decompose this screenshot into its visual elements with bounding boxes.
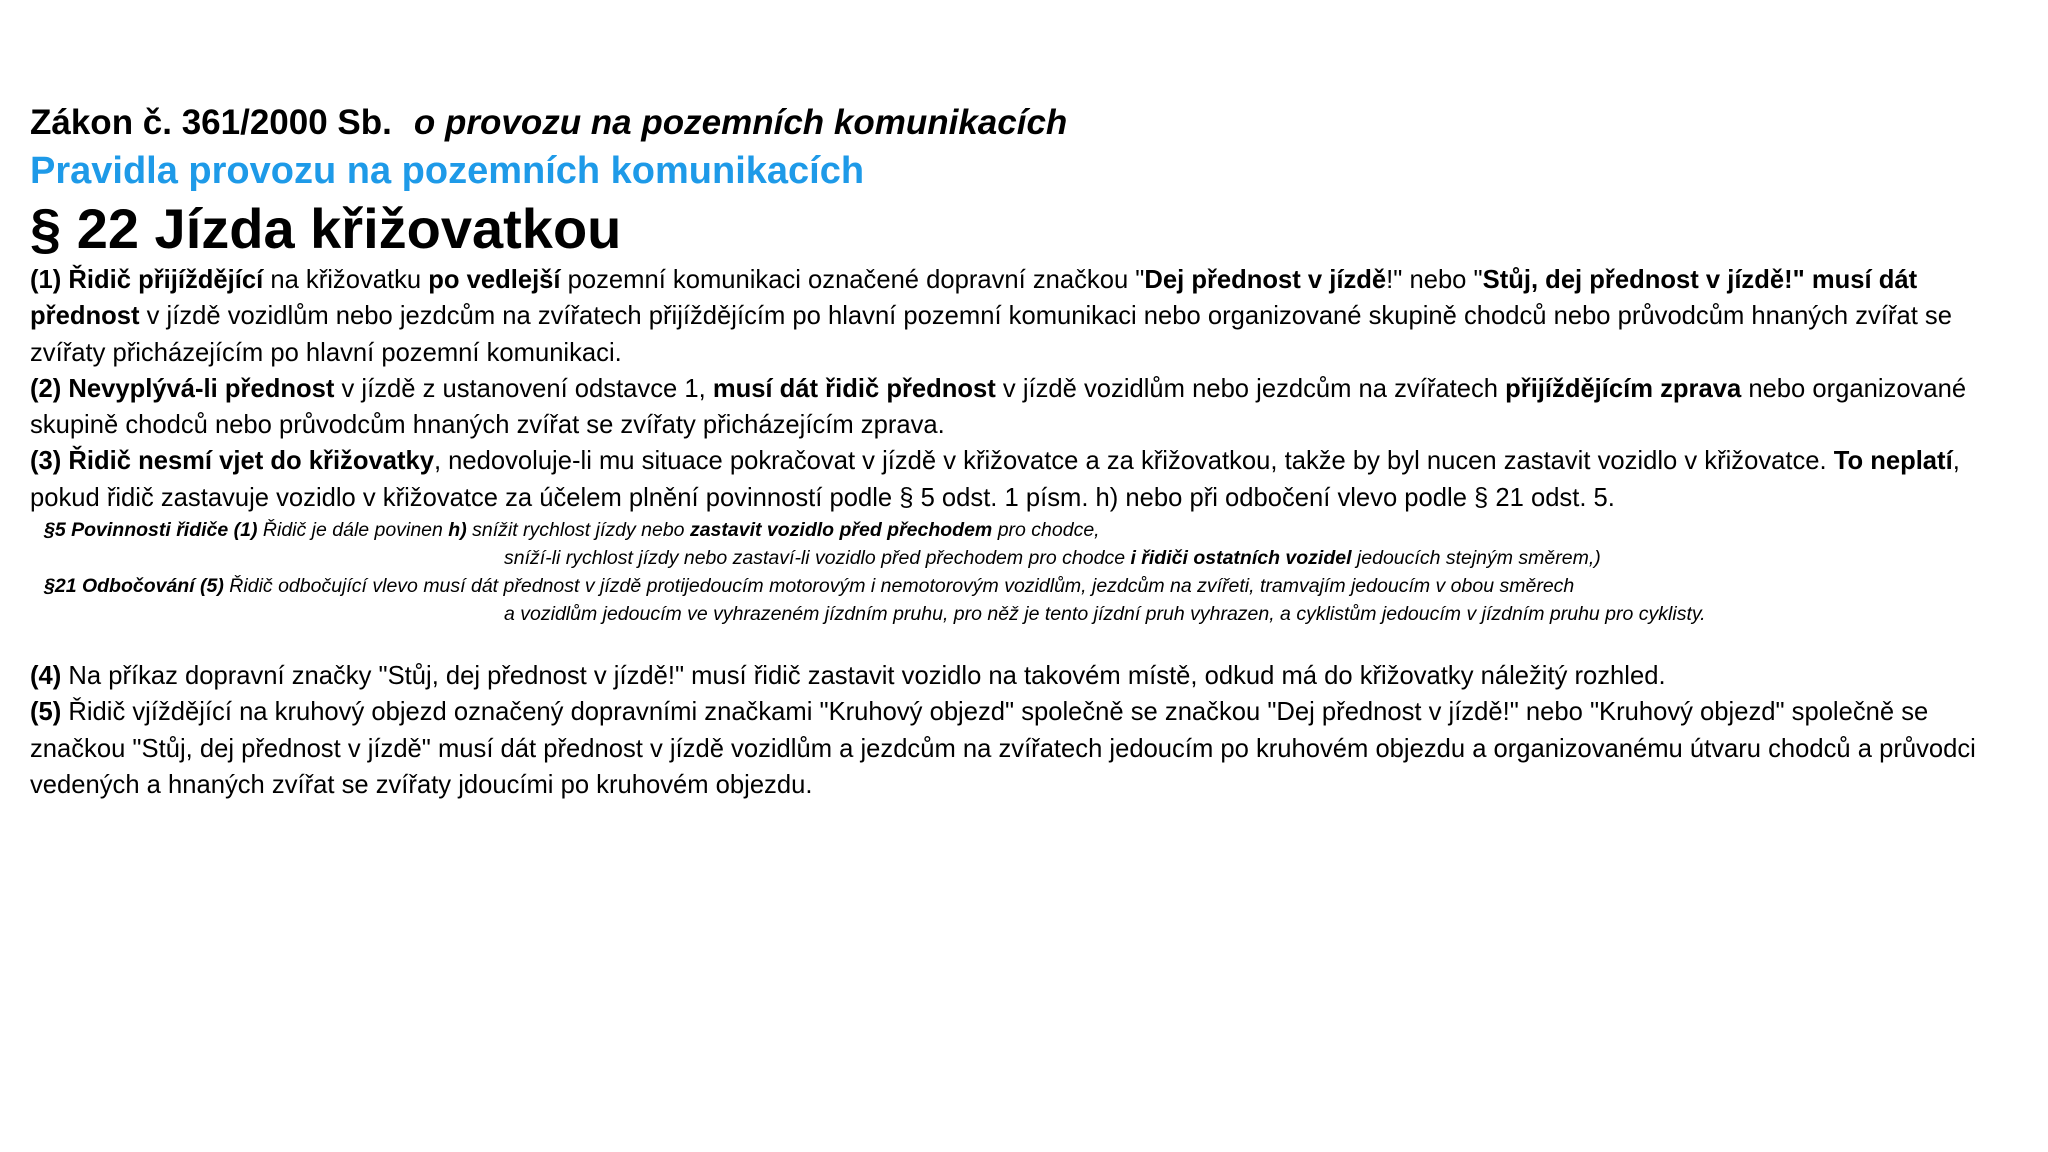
footnote-par5-continuation: sníží-li rychlost jízdy nebo zastaví-li vozidlo před přechodem pro chodce i řidiči ostatních vozidel jedoucích stejným směrem,) — [504, 547, 1601, 570]
paragraph-3: (3) Řidič nesmí vjet do křižovatky, nedovoluje-li mu situace pokračovat v jízdě v křižovatce a za křižovatkou, takže by byl nucen zastavit vozidlo v křižovatce. To neplatí, pokud řidič zastavuje vozidlo v křižovatce za účelem plnění povinností podle § 5 odst. 1 písm. h) nebo při odbočení vlevo podle § 21 odst. 5. — [30, 447, 1960, 512]
law-number: Zákon č. 361/2000 Sb. — [30, 103, 392, 142]
subtitle: Pravidla provozu na pozemních komunikacích — [30, 150, 865, 192]
paragraph-number: (1) — [30, 266, 62, 294]
paragraph-number: (2) — [30, 374, 62, 403]
paragraph-number: (3) — [30, 447, 62, 476]
document-body — [30, 98, 2020, 803]
paragraph-2: (2) Nevyplývá-li přednost v jízdě z ustanovení odstavce 1, musí dát řidič přednost v jízdě vozidlům nebo jezdcům na zvířatech přijíždějícím zprava nebo organizované skupině chodců nebo průvodcům hnaných zvířat se zvířaty přicházejícím zprava. — [30, 374, 1967, 440]
law-heading — [30, 98, 2020, 148]
law-subject: o provozu na pozemních komunikacích — [413, 103, 1068, 142]
section-title: § 22 Jízda křižovatkou — [30, 197, 622, 260]
footnote-par5-heading: §5 Povinnosti řidiče (1) Řidič je dále povinen h) snížit rychlost jízdy nebo zastavit vozidlo před přechodem pro chodce, — [44, 519, 1100, 542]
footnote-par21-continuation: a vozidlům jedoucím ve vyhrazeném jízdním pruhu, pro něž je tento jízdní pruh vyhrazen, a cyklistům jedoucím v jízdním pruhu pro cyklisty. — [504, 603, 1706, 626]
paragraph-5: (5) Řidič vjíždějící na kruhový objezd označený dopravními značkami "Kruhový objezd" společně se značkou "Dej přednost v jízdě!" nebo "Kruhový objezd" společně se značkou "Stůj, dej přednost v jízdě" musí dát přednost v jízdě vozidlům a jezdcům na zvířatech jedoucím po kruhovém objezdu a organizovanému útvaru chodců a průvodci vedených a hnaných zvířat se zvířaty jdoucími po kruhovém objezdu. — [30, 698, 1976, 799]
paragraph-1: (1) Řidič přijíždějící na křižovatku po vedlejší pozemní komunikaci označené dopravní značkou "Dej přednost v jízdě!" nebo "Stůj, dej přednost v jízdě!" musí dát přednost v jízdě vozidlům nebo jezdcům na zvířatech přijíždějícím po hlavní pozemní komunikaci nebo organizované skupině chodců nebo průvodcům hnaných zvířat se zvířaty přicházejícím po hlavní pozemní komunikaci. — [30, 266, 1952, 367]
paragraph-number: (4) — [30, 662, 62, 691]
paragraph-number: (5) — [30, 698, 62, 727]
paragraph-4: (4) Na příkaz dopravní značky "Stůj, dej přednost v jízdě!" musí řidič zastavit vozidlo na takovém místě, odkud má do křižovatky náležitý rozhled. — [30, 662, 1666, 691]
footnote-par21-heading: §21 Odbočování (5) Řidič odbočující vlevo musí dát přednost v jízdě protijedoucím motorovým i nemotorovým vozidlům, jezdcům na zvířeti, tramvajím jedoucím v obou směrech — [44, 575, 1575, 598]
spacer — [30, 628, 2020, 658]
